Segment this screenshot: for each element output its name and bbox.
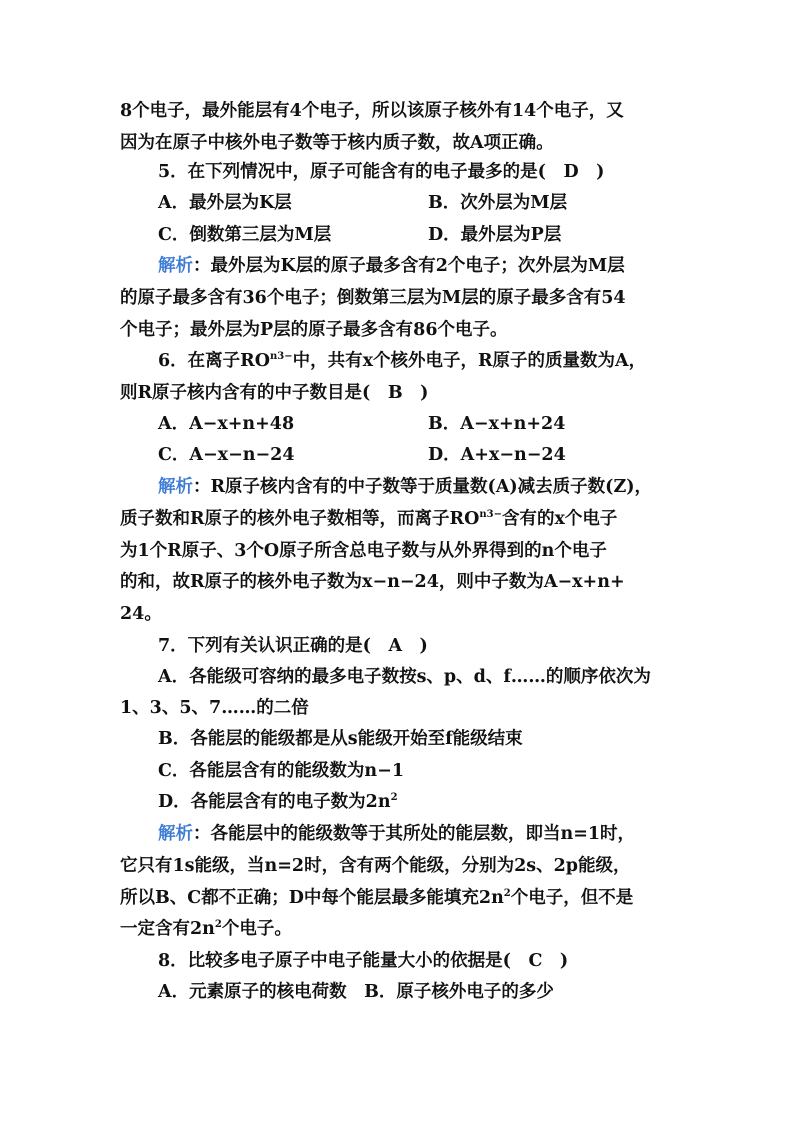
question-6-option-d: D．A+x−n−24 [428,445,566,465]
question-6-explanation-line-5: 24。 [120,604,162,624]
question-5-explanation-line-1: 解析：最外层为K层的原子最多含有2个电子；次外层为M层 [158,256,625,276]
question-5-explanation-line-3: 个电子；最外层为P层的原子最多含有86个电子。 [120,320,508,340]
question-6-options-row-1 [0,408,794,440]
question-6-stem-line-2: 则R原子核内含有的中子数目是( B ) [120,383,429,403]
question-7-option-d: D．各能层含有的电子数为$2n^2$ [158,792,398,812]
question-5-option-d: D．最外层为P层 [428,225,562,245]
question-5-options-row-1 [0,187,794,219]
question-5-stem: 5．在下列情况中，原子可能含有的电子最多的是( D ) [158,162,605,182]
question-6-option-a: A．A−x+n+48 [158,414,295,434]
question-7-option-c: C．各能层含有的能级数为n−1 [158,761,404,781]
question-6-stem-line-1: 6．在离子$RO^{n3-}$中，共有x个核外电子，R原子的质量数为A， [158,351,647,371]
question-6-explanation-line-4: 的和，故R原子的核外电子数为x−n−24，则中子数为A−x+n+ [120,572,625,592]
question-7-explanation-line-1: 解析：各能层中的能级数等于其所处的能层数，即当n=1时， [158,824,636,844]
question-7-option-b: B．各能层的能级都是从s能级开始至f能级结束 [158,729,523,749]
question-5-options-row-2 [0,219,794,251]
question-6-explanation-line-2: 质子数和R原子的核外电子数相等，而离子$RO^{n3-}$含有的x个电子 [120,509,618,529]
question-7-explanation-line-2: 它只有1s能级，当n=2时，含有两个能级，分别为2s、2p能级， [120,856,631,876]
question-6-explanation-line-1: 解析：R原子核内含有的中子数等于质量数(A)减去质子数(Z)， [158,477,653,497]
question-6-option-c: C．A−x−n−24 [158,445,295,465]
question-5-option-c: C．倒数第三层为M层 [158,225,332,245]
continuation-line-2: 因为在原子中核外电子数等于核内质子数，故A项正确。 [120,133,554,153]
question-5-explanation-line-2: 的原子最多含有36个电子；倒数第三层为M层的原子最多含有54 [120,288,626,308]
question-8-stem: 8．比较多电子原子中电子能量大小的依据是( C ) [158,951,569,971]
question-5-option-a: A．最外层为K层 [158,193,292,213]
question-7-explanation-line-3: 所以B、C都不正确；D中每个能层最多能填充$2n^2$个电子，但不是 [120,888,634,908]
question-6-explanation-line-3: 为1个R原子、3个O原子所含总电子数与从外界得到的n个电子 [120,541,607,561]
question-7-option-a-line-2: 1、3、5、7……的二倍 [120,698,309,718]
continuation-line-1: 8个电子，最外能层有4个电子，所以该原子核外有14个电子，又 [120,101,624,121]
explanation-label: 解析 [158,256,193,276]
question-8-options-row-1: A．元素原子的核电荷数 B．原子核外电子的多少 [158,982,554,1002]
question-7-stem: 7．下列有关认识正确的是( A ) [158,636,428,656]
question-7-explanation-line-4: 一定含有$2n^2$个电子。 [120,919,292,939]
question-7-option-a-line-1: A．各能级可容纳的最多电子数按s、p、d、f……的顺序依次为 [158,667,651,687]
question-5-option-b: B．次外层为M层 [428,193,568,213]
question-6-options-row-2 [0,439,794,471]
question-6-option-b: B．A−x+n+24 [428,414,566,434]
